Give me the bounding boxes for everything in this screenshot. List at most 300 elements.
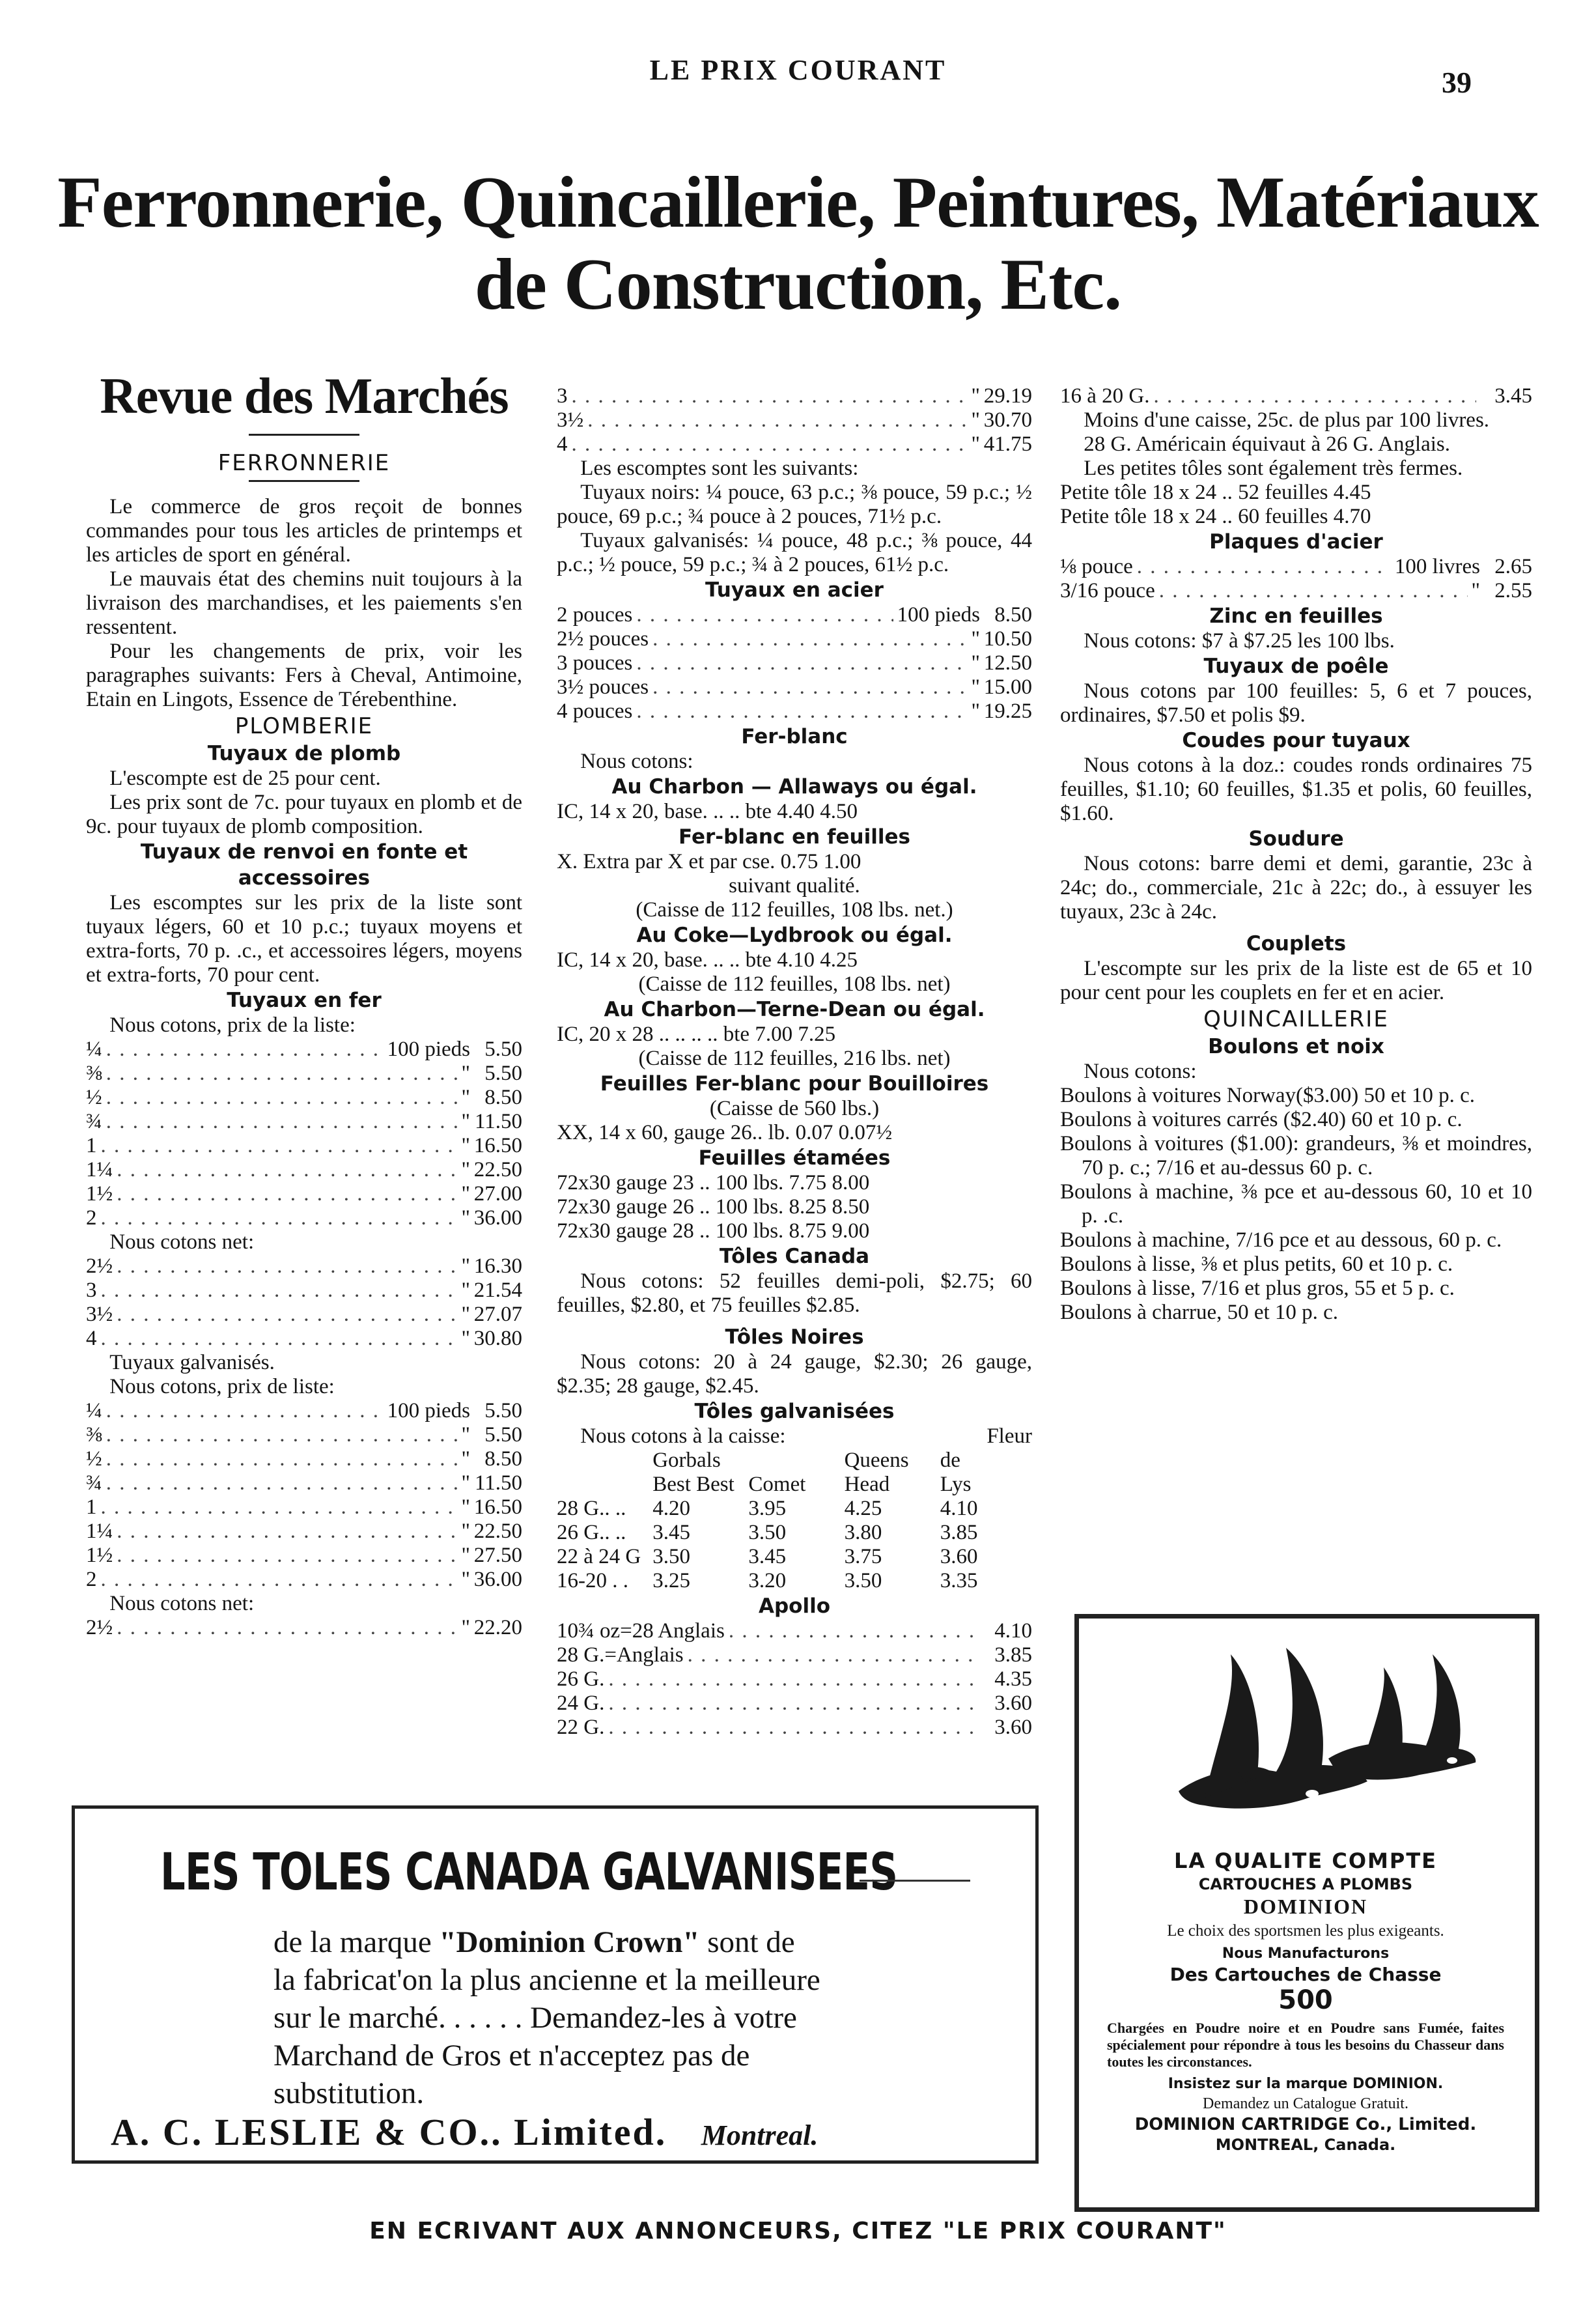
leader-dots — [117, 1616, 457, 1640]
leader-dots — [1137, 555, 1391, 579]
row-label: 2½ pouces — [557, 627, 649, 651]
leader-dots — [117, 1254, 457, 1279]
row-price: 8.50 — [484, 1086, 522, 1109]
table-header-cell: de — [940, 1449, 960, 1472]
price-list — [557, 384, 1032, 457]
leader-dots — [117, 1520, 457, 1544]
paragraph: Nous cotons: $7 à $7.25 les 100 lbs. — [1084, 629, 1395, 653]
row-unit: " — [461, 1134, 470, 1157]
row-unit: " — [461, 1447, 470, 1471]
row-unit: " — [1471, 579, 1480, 602]
row-label: 10¾ oz=28 Anglais — [557, 1619, 725, 1643]
leader-dots — [101, 1327, 458, 1351]
table-cell: 3.20 — [748, 1569, 787, 1592]
leader-dots — [106, 1399, 384, 1423]
price-row — [86, 1134, 522, 1158]
ad-line: Chargées en Poudre noire et en Poudre sans Fumée, faites spécialement pour répondre à tous les besoins du Chasseur dans toutes les circonstances. — [1107, 2020, 1504, 2070]
row-label: ¾ — [86, 1110, 102, 1133]
row-price: 5.50 — [484, 1062, 522, 1085]
subheading: Tôles Canada — [719, 1245, 870, 1268]
price-row — [557, 1667, 1032, 1691]
table-header-cell — [748, 1449, 840, 1473]
row-unit: " — [461, 1568, 470, 1591]
row-label: ½ — [86, 1086, 102, 1109]
leader-dots — [729, 1619, 976, 1643]
section-heading: Revue des Marchés — [100, 367, 509, 424]
price-row — [86, 1038, 522, 1062]
leader-dots — [101, 1568, 458, 1592]
price-line: IC, 14 x 20, base. .. .. bte 4.40 4.50 — [557, 800, 858, 823]
row-label: 2 — [86, 1568, 97, 1591]
paragraph: Les escomptes sont les suivants: — [580, 457, 859, 480]
row-label: 1½ — [86, 1182, 113, 1206]
subheading: Tuyaux de renvoi en fonte et accessoires — [140, 840, 468, 890]
row-label: 2 — [86, 1206, 97, 1230]
row-unit: " — [461, 1495, 470, 1519]
ad-line: DOMINION — [1243, 1895, 1368, 1918]
price-row — [86, 1062, 522, 1086]
table-cell: 22 à 24 G — [557, 1545, 641, 1568]
row-unit: " — [971, 675, 980, 699]
ad-line: MONTREAL, Canada. — [1215, 2136, 1396, 2154]
subheading: Couplets — [1246, 932, 1347, 955]
table-row — [557, 1497, 1032, 1521]
table-row — [557, 1545, 1032, 1569]
table-cell: 3.35 — [940, 1569, 978, 1592]
leader-dots — [101, 1134, 458, 1158]
subheading: Plaques d'acier — [1209, 530, 1383, 554]
row-label: 3 — [86, 1279, 97, 1302]
note: (Caisse de 112 feuilles, 216 lbs. net) — [638, 1047, 951, 1070]
leader-dots — [106, 1062, 458, 1086]
row-label: 16 à 20 G. — [1060, 384, 1150, 408]
table-header-cell: Lys — [940, 1473, 972, 1496]
leader-dots — [572, 384, 968, 408]
paragraph: Tuyaux galvanisés. — [109, 1351, 275, 1374]
page-title — [39, 162, 1557, 326]
row-unit: " — [461, 1616, 470, 1639]
leader-dots — [608, 1716, 976, 1740]
table-cell: 4.10 — [940, 1497, 978, 1520]
leader-dots — [636, 651, 967, 675]
price-row — [86, 1544, 522, 1568]
row-price: 21.54 — [473, 1279, 522, 1302]
paragraph: Tuyaux galvanisés: ¼ pouce, 48 p.c.; ⅜ pouce, 44 p.c.; ½ pouce, 59 p.c.; ¾ à 2 pouces, 61½ p.c. — [557, 529, 1032, 576]
price-row — [557, 651, 1032, 675]
price-row — [86, 1495, 522, 1520]
row-price: 11.50 — [474, 1110, 522, 1133]
leader-dots — [101, 1495, 458, 1520]
galv-table — [557, 1497, 1032, 1593]
row-price: 36.00 — [473, 1206, 522, 1230]
row-label: 3½ — [557, 408, 584, 432]
row-price: 27.50 — [473, 1544, 522, 1567]
list-item: Boulons à lisse, 7/16 et plus gros, 55 et 5 p. c. — [1060, 1277, 1455, 1300]
row-price: 5.50 — [484, 1399, 522, 1422]
price-line: X. Extra par X et par cse. 0.75 1.00 — [557, 850, 861, 873]
leader-dots — [608, 1691, 976, 1716]
price-list — [86, 1254, 522, 1351]
price-row — [86, 1303, 522, 1327]
row-unit: " — [461, 1182, 470, 1206]
leader-dots — [652, 627, 967, 651]
price-line: XX, 14 x 60, gauge 26.. lb. 0.07 0.07½ — [557, 1121, 893, 1144]
price-row — [557, 627, 1032, 651]
row-unit: " — [971, 384, 980, 408]
subheading: Tuyaux de plomb — [207, 742, 401, 765]
subheading: Zinc en feuilles — [1209, 604, 1383, 628]
row-label: 4 — [557, 432, 568, 456]
price-row — [86, 1182, 522, 1206]
subheading: Tôles Noires — [725, 1325, 864, 1349]
table-header-cell: Comet — [748, 1473, 806, 1496]
row-price: 41.75 — [983, 432, 1032, 456]
row-unit: " — [461, 1471, 470, 1495]
row-label: 2½ — [86, 1254, 113, 1278]
subheading: Au Charbon—Terne-Dean ou égal. — [604, 998, 985, 1021]
leader-dots — [106, 1447, 458, 1471]
ad-text-part: sont de la fabricat'on la plus ancienne et la meilleure sur le marché. . . . . . Demandez-les à votre Marchand de Gros et n'acceptez pas de substitution. — [273, 1925, 820, 2110]
row-price: 3.85 — [994, 1643, 1032, 1667]
price-row — [557, 675, 1032, 700]
table-header-row — [557, 1473, 1032, 1497]
leader-dots — [117, 1303, 457, 1327]
row-price: 5.50 — [484, 1423, 522, 1447]
row-unit: " — [461, 1279, 470, 1302]
subheading: Tôles galvanisées — [694, 1400, 895, 1423]
price-row — [557, 603, 1032, 627]
table-cell: 3.45 — [748, 1545, 787, 1568]
table-cell: 3.25 — [652, 1569, 690, 1592]
price-row — [86, 1279, 522, 1303]
leader-dots — [106, 1471, 458, 1495]
leader-dots — [101, 1206, 458, 1230]
row-unit: " — [461, 1110, 470, 1133]
paragraph: Nous cotons net: — [109, 1592, 255, 1615]
table-cell: 3.50 — [652, 1545, 690, 1568]
list-item: Boulons à charrue, 50 et 10 p. c. — [1060, 1301, 1339, 1324]
row-label: 26 G. — [557, 1667, 605, 1691]
ad-dominion-text — [1081, 1848, 1530, 2154]
row-price: 30.80 — [473, 1327, 522, 1350]
row-price: 4.35 — [994, 1667, 1032, 1691]
divider — [860, 1880, 970, 1882]
ad-line: LA QUALITE COMPTE — [1173, 1848, 1438, 1873]
table-header-row — [557, 1449, 1032, 1473]
note: (Caisse de 112 feuilles, 108 lbs. net.) — [636, 898, 953, 922]
table-header-cell — [557, 1473, 649, 1497]
table-header-cell: Queens — [844, 1449, 909, 1472]
ad-line: Des Cartouches de Chasse — [1169, 1964, 1442, 1985]
divider — [249, 434, 359, 436]
price-line: IC, 14 x 20, base. .. .. bte 4.10 4.25 — [557, 948, 858, 972]
paragraph: Nous cotons, prix de liste: — [109, 1375, 335, 1398]
price-row — [1060, 555, 1532, 579]
ad-line: CARTOUCHES A PLOMBS — [1198, 1875, 1413, 1893]
paragraph: Les escomptes sur les prix de la liste sont tuyaux légers, 60 et 10 p.c.; tuyaux moyens et extra-forts, 70 p. .c., et accessoires légers, moyens et extra-forts, 70 pour cent. — [86, 891, 522, 987]
row-price: 22.20 — [473, 1616, 522, 1639]
price-list — [86, 1616, 522, 1640]
price-row — [86, 1471, 522, 1495]
subheading: Coudes pour tuyaux — [1182, 729, 1410, 752]
note: suivant qualité. — [729, 874, 860, 898]
paragraph: Nous cotons: — [1084, 1060, 1197, 1083]
row-label: 2 pouces — [557, 603, 633, 627]
row-label: 1½ — [86, 1544, 113, 1567]
row-label: 1¼ — [86, 1158, 113, 1181]
row-price: 3.45 — [1494, 384, 1532, 408]
row-price: 4.10 — [994, 1619, 1032, 1643]
note: (Caisse de 560 lbs.) — [709, 1097, 880, 1120]
row-label: ½ — [86, 1447, 102, 1471]
paragraph: Nous cotons: 20 à 24 gauge, $2.30; 26 gauge, $2.35; 28 gauge, $2.45. — [557, 1350, 1032, 1398]
row-label: 28 G.=Anglais — [557, 1643, 684, 1667]
table-cell: 3.45 — [652, 1521, 690, 1544]
price-line: IC, 20 x 28 .. .. .. .. bte 7.00 7.25 — [557, 1023, 836, 1046]
table-cell: 4.25 — [844, 1497, 882, 1520]
company-city: Montreal. — [701, 2119, 819, 2151]
row-price: 3.60 — [994, 1691, 1032, 1715]
ad-headline: LES TOLES CANADA GALVANISEES — [160, 1843, 898, 1902]
leader-dots — [572, 432, 968, 457]
ad-text-part: de la marque — [273, 1925, 440, 1959]
leader-dots — [1159, 579, 1468, 603]
row-label: 22 G. — [557, 1716, 605, 1739]
row-price: 10.50 — [983, 627, 1032, 651]
subheading: Apollo — [758, 1594, 831, 1618]
table-cell: 3.95 — [748, 1497, 787, 1520]
row-unit: " — [971, 432, 980, 456]
ad-line: DOMINION CARTRIDGE Co., Limited. — [1134, 2115, 1477, 2134]
leader-dots — [106, 1038, 384, 1062]
leader-dots — [608, 1667, 976, 1691]
table-cell: 3.80 — [844, 1521, 882, 1544]
paragraph: 28 G. Américain équivaut à 26 G. Anglais. — [1084, 432, 1451, 456]
row-label: 3/16 pouce — [1060, 579, 1155, 602]
table-cell: 28 G.. .. — [557, 1497, 626, 1520]
subheading-quincaillerie: QUINCAILLERIE — [1203, 1006, 1389, 1032]
paragraph: Nous cotons net: — [109, 1230, 255, 1254]
column-2 — [557, 384, 1032, 1740]
row-price: 15.00 — [983, 675, 1032, 699]
table-header-cell: Fleur — [987, 1424, 1032, 1448]
price-row — [557, 1691, 1032, 1716]
subheading: Fer-blanc — [741, 725, 848, 748]
row-unit: " — [461, 1086, 470, 1109]
paragraph: Les prix sont de 7c. pour tuyaux en plomb et de 9c. pour tuyaux de plomb composition. — [86, 791, 522, 838]
price-row — [86, 1327, 522, 1351]
price-row — [557, 1643, 1032, 1667]
subheading-plomberie: PLOMBERIE — [234, 713, 374, 739]
subheading: Feuilles Fer-blanc pour Bouilloires — [600, 1072, 989, 1096]
subheading: Boulons et noix — [1208, 1035, 1384, 1058]
paragraph: Tuyaux noirs: ¼ pouce, 63 p.c.; ⅜ pouce, 59 p.c.; ½ pouce, 69 p.c.; ¾ pouce à 2 pouces, 71½ p.c. — [557, 481, 1032, 528]
price-row — [86, 1568, 522, 1592]
price-row — [557, 1619, 1032, 1643]
row-price: 27.00 — [473, 1182, 522, 1206]
price-row — [86, 1616, 522, 1640]
leader-dots — [587, 408, 967, 432]
price-row — [86, 1423, 522, 1447]
leader-dots — [636, 700, 967, 724]
row-unit: " — [461, 1303, 470, 1326]
subheading: Au Coke—Lydbrook ou égal. — [636, 924, 953, 947]
subheading: Tuyaux en acier — [705, 578, 884, 602]
list-item: Boulons à voitures carrés ($2.40) 60 et 10 p. c. — [1060, 1108, 1463, 1131]
row-price: 19.25 — [983, 700, 1032, 723]
row-price: 27.07 — [473, 1303, 522, 1326]
leader-dots — [636, 603, 893, 627]
row-price: 11.50 — [474, 1471, 522, 1495]
paragraph: Nous cotons à la doz.: coudes ronds ordinaires 75 feuilles, $1.10; 60 feuilles, $1.35 et polis, 60 feuilles, $1.60. — [1060, 754, 1532, 825]
footer-notice: EN ECRIVANT AUX ANNONCEURS, CITEZ "LE PRIX COURANT" — [369, 2218, 1227, 2244]
paragraph: Moins d'une caisse, 25c. de plus par 100 livres. — [1084, 408, 1490, 432]
row-price: 29.19 — [983, 384, 1032, 408]
price-row — [86, 1447, 522, 1471]
leader-dots — [106, 1086, 458, 1110]
paragraph: L'escompte sur les prix de la liste est de 65 et 10 pour cent pour les couplets en fer et en acier. — [1060, 957, 1532, 1004]
note: (Caisse de 112 feuilles, 108 lbs. net) — [638, 972, 951, 996]
price-row — [86, 1206, 522, 1230]
table-cell: 26 G.. .. — [557, 1521, 626, 1544]
price-line: 72x30 gauge 28 .. 100 lbs. 8.75 9.00 — [557, 1219, 870, 1243]
row-unit: " — [971, 700, 980, 723]
price-row — [557, 384, 1032, 408]
row-label: 3 pouces — [557, 651, 633, 675]
price-row — [557, 408, 1032, 432]
company-name: A. C. LESLIE & CO.. Limited. — [111, 2111, 667, 2153]
ad-line: Insistez sur la marque DOMINION. — [1168, 2076, 1444, 2092]
row-unit: " — [461, 1158, 470, 1181]
table-cell: 3.60 — [940, 1545, 978, 1568]
price-row — [86, 1254, 522, 1279]
table-cell: 4.20 — [652, 1497, 690, 1520]
price-line: 72x30 gauge 23 .. 100 lbs. 7.75 8.00 — [557, 1171, 870, 1195]
table-header-cell: Best Best — [652, 1473, 735, 1496]
divider — [249, 480, 359, 482]
ad-brand: "Dominion Crown" — [439, 1925, 700, 1959]
row-label: 1 — [86, 1134, 97, 1157]
running-head: LE PRIX COURANT — [649, 54, 947, 86]
price-line: Petite tôle 18 x 24 .. 52 feuilles 4.45 — [1060, 481, 1371, 504]
row-label: 4 — [86, 1327, 97, 1350]
price-line: Petite tôle 18 x 24 .. 60 feuilles 4.70 — [1060, 505, 1371, 528]
row-unit: " — [971, 408, 980, 432]
row-price: 3.60 — [994, 1716, 1032, 1739]
list-item: Boulons à machine, 7/16 pce et au dessous, 60 p. c. — [1060, 1228, 1502, 1252]
row-price: 16.50 — [473, 1495, 522, 1519]
paragraph: Pour les changements de prix, voir les paragraphes suivants: Fers à Cheval, Antimoine, Etain en Lingots, Essence de Térebenthine. — [86, 640, 522, 711]
row-label: 3 — [557, 384, 568, 408]
row-label: ¼ — [86, 1038, 102, 1061]
price-row — [86, 1086, 522, 1110]
subheading: Feuilles étamées — [698, 1146, 891, 1170]
price-line: 72x30 gauge 26 .. 100 lbs. 8.25 8.50 — [557, 1195, 870, 1219]
leader-dots — [117, 1544, 457, 1568]
ad-line: Le choix des sportsmen les plus exigeants. — [1167, 1922, 1444, 1940]
row-label: ⅜ — [86, 1062, 102, 1085]
row-price: 36.00 — [473, 1568, 522, 1591]
leader-dots — [106, 1423, 458, 1447]
ad-line: Demandez un Catalogue Gratuit. — [1203, 2095, 1408, 2112]
paragraph: Le commerce de gros reçoit de bonnes commandes pour tous les articles de printemps et les articles de sport en général. — [86, 495, 522, 567]
row-price: 2.65 — [1494, 555, 1532, 578]
table-cell: 3.50 — [844, 1569, 882, 1592]
price-row — [86, 1520, 522, 1544]
row-label: 3½ — [86, 1303, 113, 1326]
table-caption: Nous cotons à la caisse: — [580, 1424, 786, 1448]
price-row — [557, 432, 1032, 457]
price-row — [86, 1399, 522, 1423]
row-label: 24 G. — [557, 1691, 605, 1715]
row-label: 1 — [86, 1495, 97, 1519]
subheading: Fer-blanc en feuilles — [679, 825, 910, 849]
row-label: 1¼ — [86, 1520, 113, 1543]
row-price: 16.50 — [473, 1134, 522, 1157]
leader-dots — [101, 1279, 458, 1303]
leader-dots — [688, 1643, 976, 1667]
price-row — [1060, 384, 1532, 408]
leader-dots — [117, 1158, 457, 1182]
price-row — [86, 1158, 522, 1182]
row-unit: " — [461, 1254, 470, 1278]
leader-dots — [117, 1182, 457, 1206]
row-price: 16.30 — [473, 1254, 522, 1278]
table-row — [557, 1569, 1032, 1593]
row-unit: " — [971, 627, 980, 651]
table-row — [557, 1521, 1032, 1545]
row-label: ⅜ — [86, 1423, 102, 1447]
list-item: Boulons à lisse, ⅜ et plus petits, 60 et 10 p. c. — [1060, 1252, 1453, 1276]
row-price: 8.50 — [994, 603, 1032, 627]
subheading: Tuyaux de poêle — [1203, 655, 1389, 678]
row-unit: " — [461, 1423, 470, 1447]
paragraph: L'escompte est de 25 pour cent. — [109, 767, 381, 790]
title-line-2: de Construction, Etc. — [474, 244, 1122, 325]
price-row — [86, 1110, 522, 1134]
row-unit: 100 livres — [1394, 555, 1480, 578]
column-3 — [1060, 384, 1532, 1325]
row-label: 2½ — [86, 1616, 113, 1639]
price-row — [1060, 579, 1532, 603]
subheading: Tuyaux en fer — [227, 989, 382, 1012]
row-unit: 100 pieds — [897, 603, 980, 627]
table-cell: 16-20 . . — [557, 1569, 628, 1592]
column-1 — [86, 365, 522, 1640]
ad-line: 500 — [1278, 1985, 1333, 2015]
row-unit: " — [461, 1062, 470, 1085]
paragraph: Nous cotons: 52 feuilles demi-poli, $2.75; 60 feuilles, $2.80, et 75 feuilles $2.85. — [557, 1269, 1032, 1317]
page-number: 39 — [1442, 66, 1472, 99]
row-price: 8.50 — [484, 1447, 522, 1471]
row-unit: " — [971, 651, 980, 675]
price-list — [86, 1399, 522, 1592]
ad-line: Nous Manufacturons — [1222, 1945, 1390, 1962]
table-header-cell: Gorbals — [652, 1449, 721, 1472]
row-unit: " — [461, 1327, 470, 1350]
table-header-cell — [557, 1449, 649, 1473]
row-label: ⅛ pouce — [1060, 555, 1133, 578]
list-item: Boulons à machine, ⅜ pce et au-dessous 60, 10 et 10 p. .c. — [1060, 1180, 1532, 1228]
row-unit: 100 pieds — [387, 1038, 470, 1061]
paragraph: Les petites tôles sont également très fermes. — [1084, 457, 1463, 480]
row-unit: 100 pieds — [387, 1399, 470, 1422]
paragraph: Nous cotons: barre demi et demi, garantie, 23c à 24c; do., commerciale, 21c à 22c; do., à essuyer les tuyaux, 23c à 24c. — [1060, 852, 1532, 924]
subheading-ferronnerie: FERRONNERIE — [217, 450, 391, 476]
row-unit: " — [461, 1520, 470, 1543]
table-cell: 3.85 — [940, 1521, 978, 1544]
leader-dots — [652, 675, 967, 700]
